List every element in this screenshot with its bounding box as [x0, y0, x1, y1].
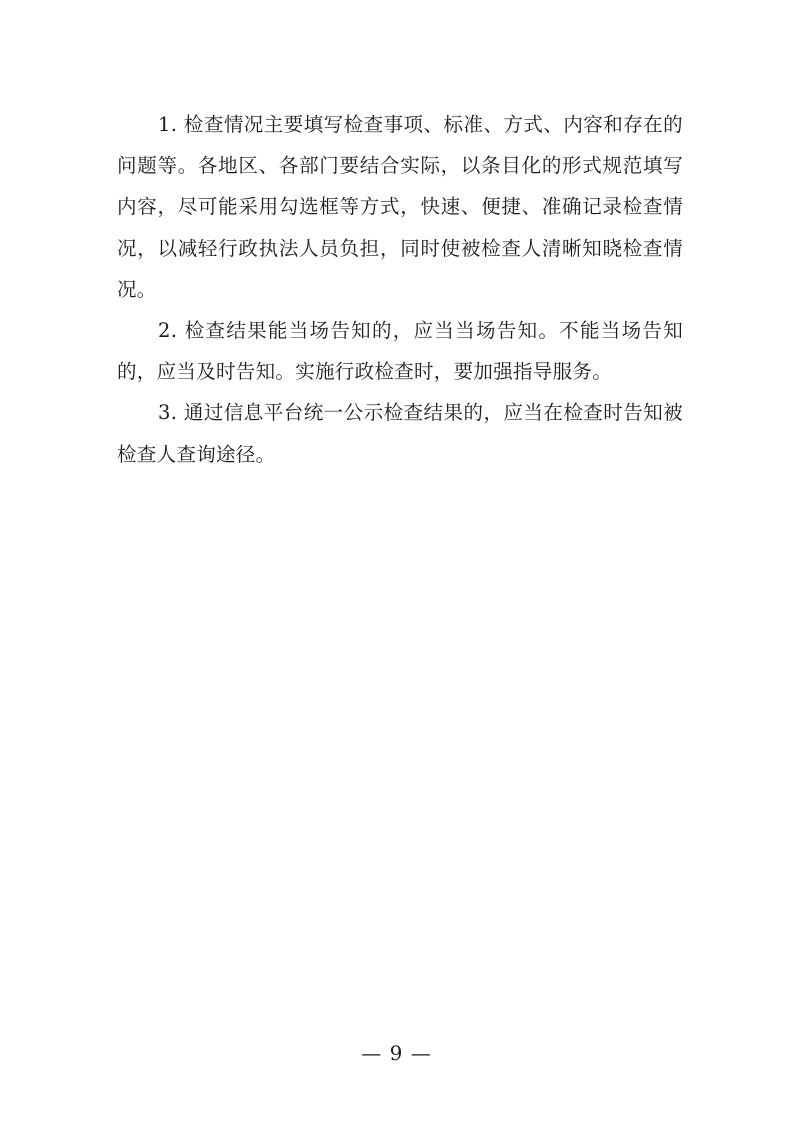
document-body	[117, 104, 683, 475]
paragraph-3: 3. 通过信息平台统一公示检查结果的，应当在检查时告知被检查人查询途径。	[117, 401, 683, 466]
paragraph-2: 2. 检查结果能当场告知的，应当当场告知。不能当场告知的，应当及时告知。实施行政检查时，要加强指导服务。	[117, 319, 683, 384]
paragraph-1: 1. 检查情况主要填写检查事项、标准、方式、内容和存在的问题等。各地区、各部门要结合实际，以条目化的形式规范填写内容，尽可能采用勾选框等方式，快速、便捷、准确记录检查情况，以减轻行政执法人员负担，同时使被检查人清晰知晓检查情况。	[117, 113, 683, 301]
page-number: — 9 —	[361, 1041, 432, 1065]
